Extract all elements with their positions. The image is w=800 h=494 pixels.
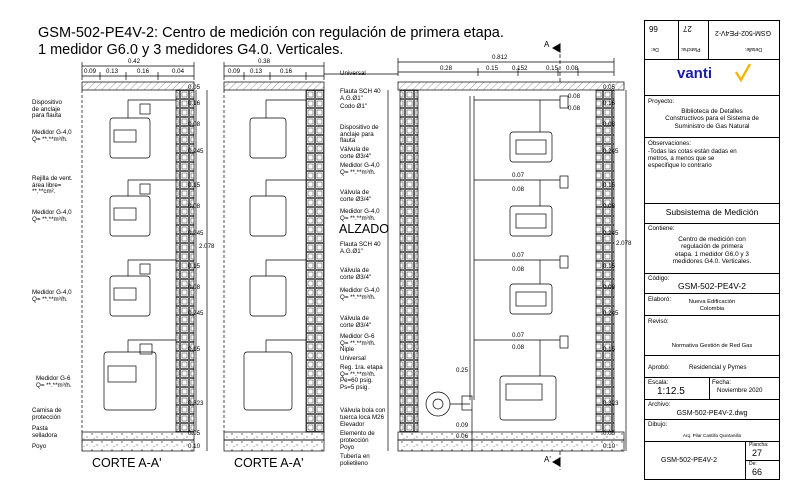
label-left: Rejilla de vent. área libre= **.**cm². bbox=[32, 175, 73, 196]
tb-dibujo-value: Arq. Pilar Castillo Quintanilla bbox=[682, 433, 742, 438]
label-mid: Medidor G-4,0 Q= **.**m³/h. bbox=[340, 287, 380, 301]
drawing-title-line-2: 1 medidor G6.0 y 3 medidores G4.0. Verticales. bbox=[38, 42, 344, 58]
tb-proyecto-value: Biblioteca de Detalles Constructivos para el Sistema de Suministro de Gas Natural bbox=[665, 108, 759, 130]
tb-reviso bbox=[645, 315, 779, 355]
tb-sheet-rot: GSM-502-PE4V-2 bbox=[715, 29, 772, 36]
right-section bbox=[388, 48, 626, 470]
left-top-part: 0.09 bbox=[84, 68, 97, 75]
right-vdim: 0.15 bbox=[603, 182, 616, 189]
tb-elaboro-value: Nueva Edificación Colombia bbox=[688, 299, 736, 313]
right-vdim: 0.245 bbox=[603, 148, 619, 155]
label-left: Pasta selladora bbox=[32, 425, 58, 439]
label-mid: Válvula de corte Ø3/4" bbox=[340, 146, 372, 160]
tb-plancha-rot: 27 bbox=[683, 24, 692, 33]
left-vdim: 0.245 bbox=[188, 148, 204, 155]
right-vdim: 0.15 bbox=[603, 346, 616, 353]
tb-plancha-value: 27 bbox=[752, 448, 763, 458]
right-top-part: 0.08 bbox=[566, 65, 579, 72]
tb-fecha-value: Noviembre 2020 bbox=[717, 387, 763, 394]
tb-brand-row bbox=[645, 59, 779, 95]
label-left: Camisa de protección bbox=[32, 407, 62, 421]
inner-dim: 0.07 bbox=[512, 252, 525, 259]
label-mid: Niple bbox=[340, 346, 355, 353]
tb-de-label: De: bbox=[749, 461, 757, 467]
tb-escala-fecha bbox=[645, 377, 779, 399]
tb-de-rot-label: De: bbox=[651, 46, 659, 52]
tb-contiene-value: Centro de medición con regulación de primera etapa. 1 medidor G6.0 y 3 medidores G4.0. Verticales. bbox=[672, 236, 752, 266]
tb-rotated-header bbox=[645, 21, 779, 59]
tb-brand: vanti bbox=[677, 65, 713, 82]
label-left: Medidor G-6 Q= **.**m³/h. bbox=[36, 375, 72, 389]
left-meter-3 bbox=[110, 260, 176, 316]
inner-dim: 0.07 bbox=[512, 332, 525, 339]
tb-dibujo bbox=[645, 419, 779, 441]
label-mid: Elevador bbox=[340, 421, 365, 428]
label-left: Medidor G-4,0 Q= **.**m³/h. bbox=[32, 289, 72, 303]
section-arrows bbox=[553, 44, 560, 466]
tb-contiene bbox=[645, 223, 779, 273]
mid-top-part: 0.16 bbox=[280, 68, 293, 75]
label-mid: Medidor G-6 Q= **.**m³/h. bbox=[340, 333, 376, 347]
section-mark-top: A bbox=[544, 40, 550, 49]
tb-dibujo-label: Dibujo: bbox=[648, 421, 668, 428]
label-left: Medidor G-4,0 Q= **.**m³/h. bbox=[32, 209, 72, 223]
tb-de-value: 66 bbox=[752, 467, 763, 477]
label-mid: Válvula de corte Ø3/4" bbox=[340, 267, 372, 281]
title-block bbox=[644, 20, 780, 480]
right-meter-1 bbox=[474, 96, 568, 162]
right-vdim: 0.245 bbox=[603, 310, 619, 317]
left-meter-4 bbox=[104, 340, 176, 410]
tb-escala-label: Escala: bbox=[648, 379, 669, 386]
left-top-slab bbox=[82, 82, 194, 90]
tb-codigo bbox=[645, 273, 779, 293]
label-left: Medidor G-4,0 Q= **.**m³/h. bbox=[32, 129, 72, 143]
inner-dim: 0.08 bbox=[512, 266, 525, 273]
tb-de-rot: 66 bbox=[649, 24, 658, 33]
inner-dim: 0.08 bbox=[512, 344, 525, 351]
inner-dim: 0.08 bbox=[568, 105, 581, 112]
mid-meter-3 bbox=[250, 260, 306, 316]
corte-mid-title: CORTE A-A' bbox=[234, 456, 304, 470]
label-mid: Medidor G-4,0 Q= **.**m³/h. bbox=[340, 162, 380, 176]
right-vdim: 0.10 bbox=[603, 443, 616, 450]
label-mid: Universal bbox=[340, 70, 366, 77]
left-top-part: 0.13 bbox=[106, 68, 119, 75]
right-vdim: 0.05 bbox=[603, 84, 616, 91]
label-mid: Válvula bola con tuerca loca M26 bbox=[340, 407, 386, 421]
mid-meter-2 bbox=[250, 180, 306, 236]
tb-codigo-value: GSM-502-PE4V-2 bbox=[677, 281, 747, 291]
tb-subsistema bbox=[645, 203, 779, 223]
tb-archivo-value: GSM-502-PE4V-2.dwg bbox=[676, 410, 748, 417]
tb-archivo-label: Archivo: bbox=[648, 401, 671, 408]
label-left: Poyo bbox=[32, 443, 47, 450]
inner-dim: 0.08 bbox=[512, 186, 525, 193]
label-mid: Universal bbox=[340, 355, 366, 362]
label-mid: Tubería en polietileno bbox=[340, 453, 370, 467]
tb-plancha-rot-label: Plancha: bbox=[681, 46, 701, 52]
label-mid: Válvula de corte Ø3/4" bbox=[340, 315, 372, 329]
left-top-part: 0.04 bbox=[172, 68, 185, 75]
right-meter-2 bbox=[474, 176, 568, 236]
left-vdim: 0.08 bbox=[188, 121, 201, 128]
tb-subsistema-value: Subsistema de Medición bbox=[665, 207, 759, 217]
left-vdim: 0.245 bbox=[188, 310, 204, 317]
inner-dim: 0.07 bbox=[512, 172, 525, 179]
right-vdim: 0.323 bbox=[603, 400, 619, 407]
mid-meter-1 bbox=[250, 100, 306, 158]
tb-observaciones-value: -Todas las cotas están dadas en metros, a menos que se especifique lo contrario bbox=[648, 148, 737, 169]
label-mid: Medidor G-4,0 Q= **.**m³/h. bbox=[340, 208, 380, 222]
right-top-part: 0.15 bbox=[546, 65, 559, 72]
label-mid: Poyo bbox=[340, 444, 355, 451]
tb-elaboro-label: Elaboró: bbox=[648, 296, 672, 303]
label-mid: Válvula de corte Ø3/4" bbox=[340, 189, 372, 203]
right-top-total: 0.812 bbox=[492, 54, 508, 61]
right-vdim: 0.08 bbox=[603, 121, 616, 128]
label-mid: Flauta SCH 40 A.G.Ø1" bbox=[340, 241, 381, 255]
right-meter-3 bbox=[474, 256, 568, 314]
mid-meter-4 bbox=[244, 340, 306, 410]
label-mid: Flauta SCH 40 A.G.Ø1" bbox=[340, 88, 381, 102]
left-vdim: 0.16 bbox=[188, 100, 201, 107]
tb-aprobo bbox=[645, 355, 779, 377]
tb-contiene-label: Contiene: bbox=[648, 225, 675, 232]
right-vdim: 0.16 bbox=[603, 100, 616, 107]
right-top-part: 0.15 bbox=[486, 65, 499, 72]
tb-codigo-label: Código: bbox=[648, 275, 670, 282]
tb-plancha-label: Plancha: bbox=[749, 442, 769, 448]
inner-dim: 0.09 bbox=[456, 422, 469, 429]
drawing-title-line-1: GSM-502-PE4V-2: Centro de medición con regulación de primera etapa. bbox=[38, 25, 504, 41]
mid-top-part: 0.13 bbox=[250, 68, 263, 75]
tb-proyecto-label: Proyecto: bbox=[648, 98, 675, 105]
tb-aprobo-value: Residencial y Pymes bbox=[689, 364, 747, 371]
left-top-total: 0.42 bbox=[128, 58, 141, 65]
inner-dim: 0.06 bbox=[456, 433, 469, 440]
tb-archivo bbox=[645, 399, 779, 419]
left-top-part: 0.16 bbox=[137, 68, 150, 75]
tb-detalle-code: GSM-502-PE4V-2 bbox=[661, 457, 718, 464]
right-vdim: 0.05 bbox=[603, 430, 616, 437]
corte-left-title: CORTE A-A' bbox=[92, 456, 162, 470]
label-left: Dispositivo de anclaje para flauta bbox=[32, 99, 62, 120]
tb-observaciones bbox=[645, 137, 779, 203]
left-vdim: 0.323 bbox=[188, 400, 204, 407]
left-meter-1 bbox=[110, 100, 176, 158]
right-vdim: 0.08 bbox=[603, 203, 616, 210]
tb-footer bbox=[645, 441, 779, 479]
right-total-dim: 2.078 bbox=[616, 240, 632, 247]
tb-aprobo-label: Aprobó: bbox=[648, 364, 670, 371]
left-total-dim: 2.078 bbox=[199, 243, 215, 250]
tb-elaboro bbox=[645, 293, 779, 315]
inner-dim: 0.08 bbox=[568, 93, 581, 100]
left-vdim: 0.15 bbox=[188, 263, 201, 270]
tb-reviso-value: Normativa Gestión de Red Gas bbox=[671, 343, 753, 349]
left-vdim: 0.10 bbox=[188, 443, 201, 450]
right-vdim: 0.15 bbox=[603, 263, 616, 270]
inner-dim: 0.25 bbox=[456, 367, 469, 374]
mid-section bbox=[224, 62, 398, 451]
label-mid: Reg. 1ra. etapa Q= **.**m³/h. Pe=60 psig. Ps=5 psig. bbox=[340, 364, 383, 391]
tb-escala-value: 1:12.5 bbox=[657, 386, 685, 397]
left-wall bbox=[176, 90, 194, 432]
label-mid: Elemento de protección bbox=[340, 430, 375, 444]
right-top-part: 0.28 bbox=[440, 65, 453, 72]
right-vdim: 0.08 bbox=[603, 284, 616, 291]
left-vdim: 0.05 bbox=[188, 430, 201, 437]
tb-reviso-label: Revisó: bbox=[648, 318, 669, 325]
label-mid: Dispositivo de anclaje para flauta bbox=[340, 124, 379, 145]
tb-observaciones-label: Observaciones: bbox=[648, 140, 691, 147]
left-vdim: 0.15 bbox=[188, 346, 201, 353]
left-meter-2 bbox=[110, 180, 176, 236]
label-mid: Codo Ø1" bbox=[340, 103, 367, 110]
left-vdim: 0.08 bbox=[188, 284, 201, 291]
left-bottom-slab bbox=[82, 432, 194, 440]
left-vdim: 0.15 bbox=[188, 182, 201, 189]
left-vdim: 0.245 bbox=[188, 230, 204, 237]
section-mark-bottom: A' bbox=[544, 455, 551, 464]
mid-top-total: 0.38 bbox=[258, 58, 271, 65]
tb-fecha-label: Fecha: bbox=[712, 379, 731, 386]
tb-sheet-rot-label: Detalle: bbox=[745, 46, 762, 52]
right-top-part: 0.152 bbox=[512, 65, 528, 72]
left-poyo bbox=[82, 440, 194, 451]
mid-top-part: 0.09 bbox=[228, 68, 241, 75]
alzado-title: ALZADO bbox=[339, 222, 390, 236]
tb-proyecto bbox=[645, 95, 779, 137]
left-vdim: 0.05 bbox=[188, 84, 201, 91]
right-vdim: 0.245 bbox=[603, 230, 619, 237]
left-vdim: 0.08 bbox=[188, 203, 201, 210]
